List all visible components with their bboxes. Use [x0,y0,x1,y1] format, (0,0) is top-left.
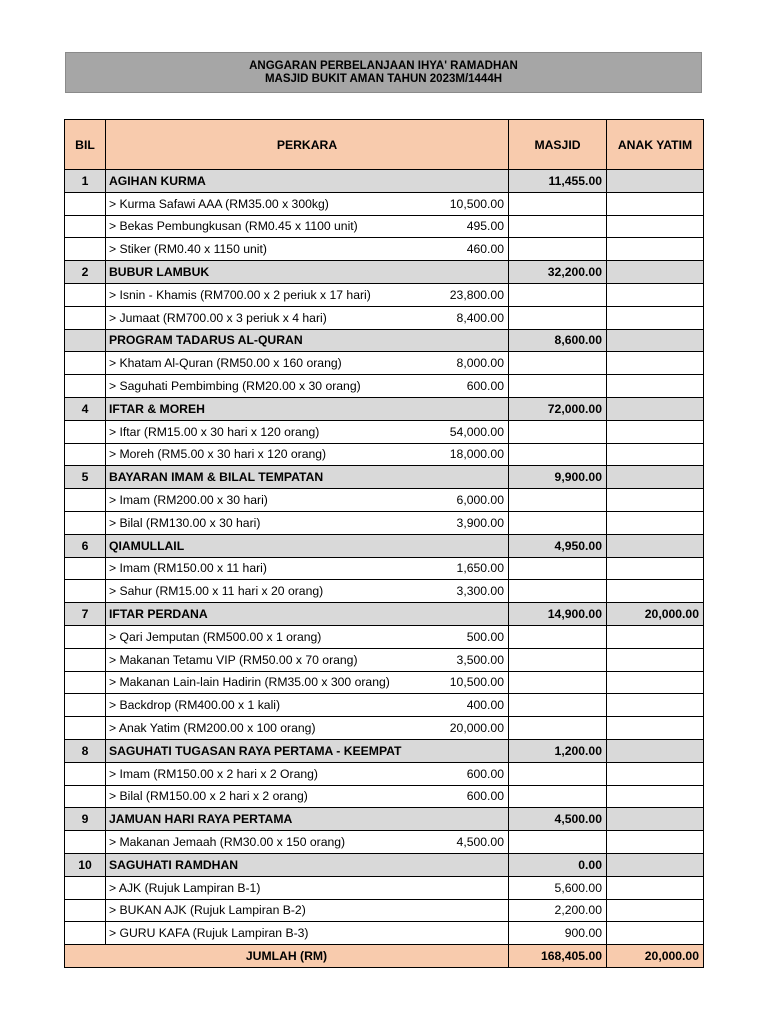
masjid-amount-cell [509,625,607,648]
subtotal-cell [409,397,509,420]
subtotal-cell [409,808,509,831]
item-row [65,375,704,398]
bil-cell [65,625,106,648]
perkara-cell: > Makanan Lain-lain Hadirin (RM35.00 x 300 orang) [106,671,409,694]
subtotal-cell: 500.00 [409,625,509,648]
perkara-cell: > GURU KAFA (Rujuk Lampiran B-3) [106,922,409,945]
item-row [65,717,704,740]
masjid-amount-cell [509,192,607,215]
header-masjid: MASJID [509,120,607,170]
item-row [65,557,704,580]
perkara-cell: QIAMULLAIL [106,534,409,557]
perkara-cell: JAMUAN HARI RAYA PERTAMA [106,808,409,831]
masjid-amount-cell [509,785,607,808]
perkara-cell: > Bilal (RM130.00 x 30 hari) [106,511,409,534]
item-row [65,876,704,899]
anak-yatim-amount-cell [607,717,704,740]
perkara-cell: > Kurma Safawi AAA (RM35.00 x 300kg) [106,192,409,215]
anak-yatim-amount-cell [607,876,704,899]
masjid-amount-cell: 4,500.00 [509,808,607,831]
bil-cell [65,922,106,945]
subtotal-cell: 4,500.00 [409,831,509,854]
anak-yatim-amount-cell [607,671,704,694]
section-row [65,466,704,489]
total-anak-yatim: 20,000.00 [607,945,704,968]
subtotal-cell: 10,500.00 [409,192,509,215]
subtotal-cell: 20,000.00 [409,717,509,740]
section-row [65,603,704,626]
bil-cell: 8 [65,739,106,762]
anak-yatim-amount-cell [607,170,704,193]
item-row [65,899,704,922]
total-label: JUMLAH (RM) [65,945,509,968]
table-header-row [65,120,704,170]
item-row [65,922,704,945]
perkara-cell: > Anak Yatim (RM200.00 x 100 orang) [106,717,409,740]
subtotal-cell: 495.00 [409,215,509,238]
anak-yatim-amount-cell [607,922,704,945]
bil-cell [65,785,106,808]
masjid-amount-cell [509,671,607,694]
subtotal-cell [409,603,509,626]
item-row [65,443,704,466]
subtotal-cell [409,922,509,945]
bil-cell [65,306,106,329]
perkara-cell: BUBUR LAMBUK [106,261,409,284]
masjid-amount-cell: 8,600.00 [509,329,607,352]
bil-cell [65,352,106,375]
perkara-cell: > Makanan Tetamu VIP (RM50.00 x 70 orang) [106,648,409,671]
header-perkara: PERKARA [106,120,509,170]
perkara-cell: > BUKAN AJK (Rujuk Lampiran B-2) [106,899,409,922]
subtotal-cell [409,534,509,557]
bil-cell: 10 [65,853,106,876]
subtotal-cell: 3,900.00 [409,511,509,534]
subtotal-cell: 460.00 [409,238,509,261]
masjid-amount-cell: 1,200.00 [509,739,607,762]
subtotal-cell: 8,400.00 [409,306,509,329]
masjid-amount-cell: 2,200.00 [509,899,607,922]
masjid-amount-cell [509,831,607,854]
masjid-amount-cell: 9,900.00 [509,466,607,489]
masjid-amount-cell [509,511,607,534]
item-row [65,762,704,785]
item-row [65,420,704,443]
subtotal-cell: 600.00 [409,785,509,808]
subtotal-cell: 10,500.00 [409,671,509,694]
subtotal-cell: 18,000.00 [409,443,509,466]
item-row [65,694,704,717]
subtotal-cell [409,329,509,352]
bil-cell: 1 [65,170,106,193]
bil-cell [65,899,106,922]
masjid-amount-cell [509,717,607,740]
budget-table [64,119,704,968]
anak-yatim-amount-cell: 20,000.00 [607,603,704,626]
perkara-cell: > Isnin - Khamis (RM700.00 x 2 periuk x 17 hari) [106,283,409,306]
subtotal-cell: 23,800.00 [409,283,509,306]
bil-cell [65,443,106,466]
item-row [65,580,704,603]
anak-yatim-amount-cell [607,853,704,876]
item-row [65,625,704,648]
bil-cell [65,831,106,854]
perkara-cell: > Stiker (RM0.40 x 1150 unit) [106,238,409,261]
subtotal-cell [409,466,509,489]
perkara-cell: AGIHAN KURMA [106,170,409,193]
masjid-amount-cell: 900.00 [509,922,607,945]
title-line-2: MASJID BUKIT AMAN TAHUN 2023M/1444H [264,72,503,85]
masjid-amount-cell: 4,950.00 [509,534,607,557]
bil-cell [65,192,106,215]
masjid-amount-cell [509,580,607,603]
anak-yatim-amount-cell [607,899,704,922]
section-row [65,397,704,420]
section-row [65,808,704,831]
item-row [65,489,704,512]
subtotal-cell: 3,500.00 [409,648,509,671]
masjid-amount-cell [509,215,607,238]
item-row [65,352,704,375]
bil-cell: 9 [65,808,106,831]
anak-yatim-amount-cell [607,192,704,215]
bil-cell [65,283,106,306]
item-row [65,238,704,261]
anak-yatim-amount-cell [607,648,704,671]
subtotal-cell: 3,300.00 [409,580,509,603]
subtotal-cell [409,876,509,899]
masjid-amount-cell [509,238,607,261]
anak-yatim-amount-cell [607,283,704,306]
bil-cell: 4 [65,397,106,420]
anak-yatim-amount-cell [607,580,704,603]
masjid-amount-cell [509,283,607,306]
anak-yatim-amount-cell [607,808,704,831]
anak-yatim-amount-cell [607,694,704,717]
anak-yatim-amount-cell [607,352,704,375]
section-row [65,329,704,352]
anak-yatim-amount-cell [607,466,704,489]
anak-yatim-amount-cell [607,511,704,534]
masjid-amount-cell [509,762,607,785]
anak-yatim-amount-cell [607,625,704,648]
masjid-amount-cell: 0.00 [509,853,607,876]
bil-cell [65,876,106,899]
perkara-cell: > Qari Jemputan (RM500.00 x 1 orang) [106,625,409,648]
bil-cell [65,420,106,443]
bil-cell [65,329,106,352]
masjid-amount-cell: 14,900.00 [509,603,607,626]
masjid-amount-cell [509,557,607,580]
bil-cell: 5 [65,466,106,489]
bil-cell [65,489,106,512]
anak-yatim-amount-cell [607,238,704,261]
bil-cell [65,671,106,694]
perkara-cell: > Moreh (RM5.00 x 30 hari x 120 orang) [106,443,409,466]
item-row [65,671,704,694]
perkara-cell: SAGUHATI RAMDHAN [106,853,409,876]
masjid-amount-cell: 32,200.00 [509,261,607,284]
bil-cell [65,648,106,671]
anak-yatim-amount-cell [607,489,704,512]
perkara-cell: > Bilal (RM150.00 x 2 hari x 2 orang) [106,785,409,808]
section-row [65,261,704,284]
section-row [65,853,704,876]
bil-cell: 6 [65,534,106,557]
bil-cell: 2 [65,261,106,284]
masjid-amount-cell [509,489,607,512]
anak-yatim-amount-cell [607,306,704,329]
perkara-cell: > Saguhati Pembimbing (RM20.00 x 30 orang) [106,375,409,398]
anak-yatim-amount-cell [607,534,704,557]
masjid-amount-cell: 72,000.00 [509,397,607,420]
perkara-cell: IFTAR & MOREH [106,397,409,420]
masjid-amount-cell [509,694,607,717]
item-row [65,648,704,671]
masjid-amount-cell [509,648,607,671]
perkara-cell: > Khatam Al-Quran (RM50.00 x 160 orang) [106,352,409,375]
item-row [65,192,704,215]
perkara-cell: BAYARAN IMAM & BILAL TEMPATAN [106,466,409,489]
anak-yatim-amount-cell [607,329,704,352]
anak-yatim-amount-cell [607,261,704,284]
subtotal-cell: 600.00 [409,375,509,398]
bil-cell [65,511,106,534]
masjid-amount-cell: 11,455.00 [509,170,607,193]
item-row [65,215,704,238]
subtotal-cell [409,739,509,762]
bil-cell [65,762,106,785]
bil-cell [65,717,106,740]
subtotal-cell [409,899,509,922]
anak-yatim-amount-cell [607,443,704,466]
subtotal-cell: 1,650.00 [409,557,509,580]
subtotal-cell [409,170,509,193]
subtotal-cell: 54,000.00 [409,420,509,443]
anak-yatim-amount-cell [607,215,704,238]
bil-cell [65,694,106,717]
total-masjid: 168,405.00 [509,945,607,968]
perkara-cell: IFTAR PERDANA [106,603,409,626]
perkara-cell: > AJK (Rujuk Lampiran B-1) [106,876,409,899]
anak-yatim-amount-cell [607,557,704,580]
item-row [65,831,704,854]
anak-yatim-amount-cell [607,739,704,762]
anak-yatim-amount-cell [607,762,704,785]
masjid-amount-cell [509,306,607,329]
document-title [65,52,702,93]
bil-cell [65,238,106,261]
perkara-cell: SAGUHATI TUGASAN RAYA PERTAMA - KEEMPAT [106,739,409,762]
perkara-cell: > Bekas Pembungkusan (RM0.45 x 1100 unit) [106,215,409,238]
section-row [65,739,704,762]
bil-cell: 7 [65,603,106,626]
perkara-cell: > Backdrop (RM400.00 x 1 kali) [106,694,409,717]
subtotal-cell: 6,000.00 [409,489,509,512]
perkara-cell: > Imam (RM150.00 x 11 hari) [106,557,409,580]
item-row [65,306,704,329]
subtotal-cell: 8,000.00 [409,352,509,375]
anak-yatim-amount-cell [607,420,704,443]
masjid-amount-cell [509,443,607,466]
section-row [65,170,704,193]
subtotal-cell [409,261,509,284]
item-row [65,511,704,534]
perkara-cell: > Imam (RM150.00 x 2 hari x 2 Orang) [106,762,409,785]
subtotal-cell: 600.00 [409,762,509,785]
perkara-cell: > Makanan Jemaah (RM30.00 x 150 orang) [106,831,409,854]
bil-cell [65,375,106,398]
total-row [65,945,704,968]
masjid-amount-cell [509,375,607,398]
header-bil: BIL [65,120,106,170]
item-row [65,785,704,808]
subtotal-cell [409,853,509,876]
perkara-cell: > Imam (RM200.00 x 30 hari) [106,489,409,512]
section-row [65,534,704,557]
perkara-cell: > Iftar (RM15.00 x 30 hari x 120 orang) [106,420,409,443]
title-line-1: ANGGARAN PERBELANJAAN IHYA' RAMADHAN [249,59,518,72]
anak-yatim-amount-cell [607,785,704,808]
perkara-cell: > Jumaat (RM700.00 x 3 periuk x 4 hari) [106,306,409,329]
header-anak-yatim: ANAK YATIM [607,120,704,170]
anak-yatim-amount-cell [607,375,704,398]
anak-yatim-amount-cell [607,831,704,854]
perkara-cell: PROGRAM TADARUS AL-QURAN [106,329,409,352]
perkara-cell: > Sahur (RM15.00 x 11 hari x 20 orang) [106,580,409,603]
bil-cell [65,215,106,238]
bil-cell [65,557,106,580]
masjid-amount-cell: 5,600.00 [509,876,607,899]
subtotal-cell: 400.00 [409,694,509,717]
bil-cell [65,580,106,603]
masjid-amount-cell [509,352,607,375]
item-row [65,283,704,306]
anak-yatim-amount-cell [607,397,704,420]
masjid-amount-cell [509,420,607,443]
